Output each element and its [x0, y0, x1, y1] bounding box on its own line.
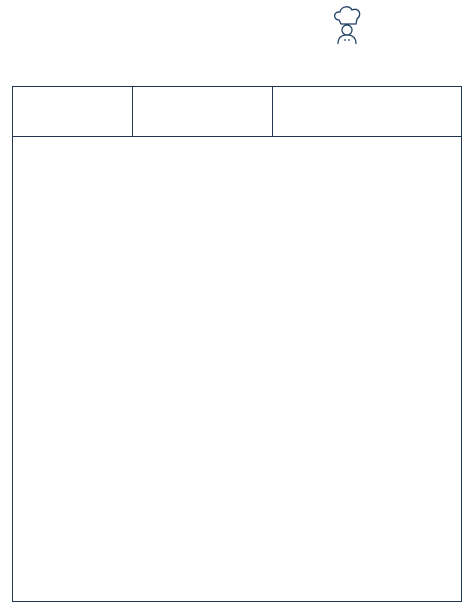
header-effect — [273, 87, 460, 136]
page-header — [0, 0, 474, 86]
header-food-source — [133, 87, 273, 136]
nutrient-table — [12, 86, 462, 602]
header-nutrient — [13, 87, 133, 136]
chef-hat-icon — [330, 4, 364, 44]
table-header-row — [13, 87, 461, 137]
csg-logo — [316, 4, 456, 48]
